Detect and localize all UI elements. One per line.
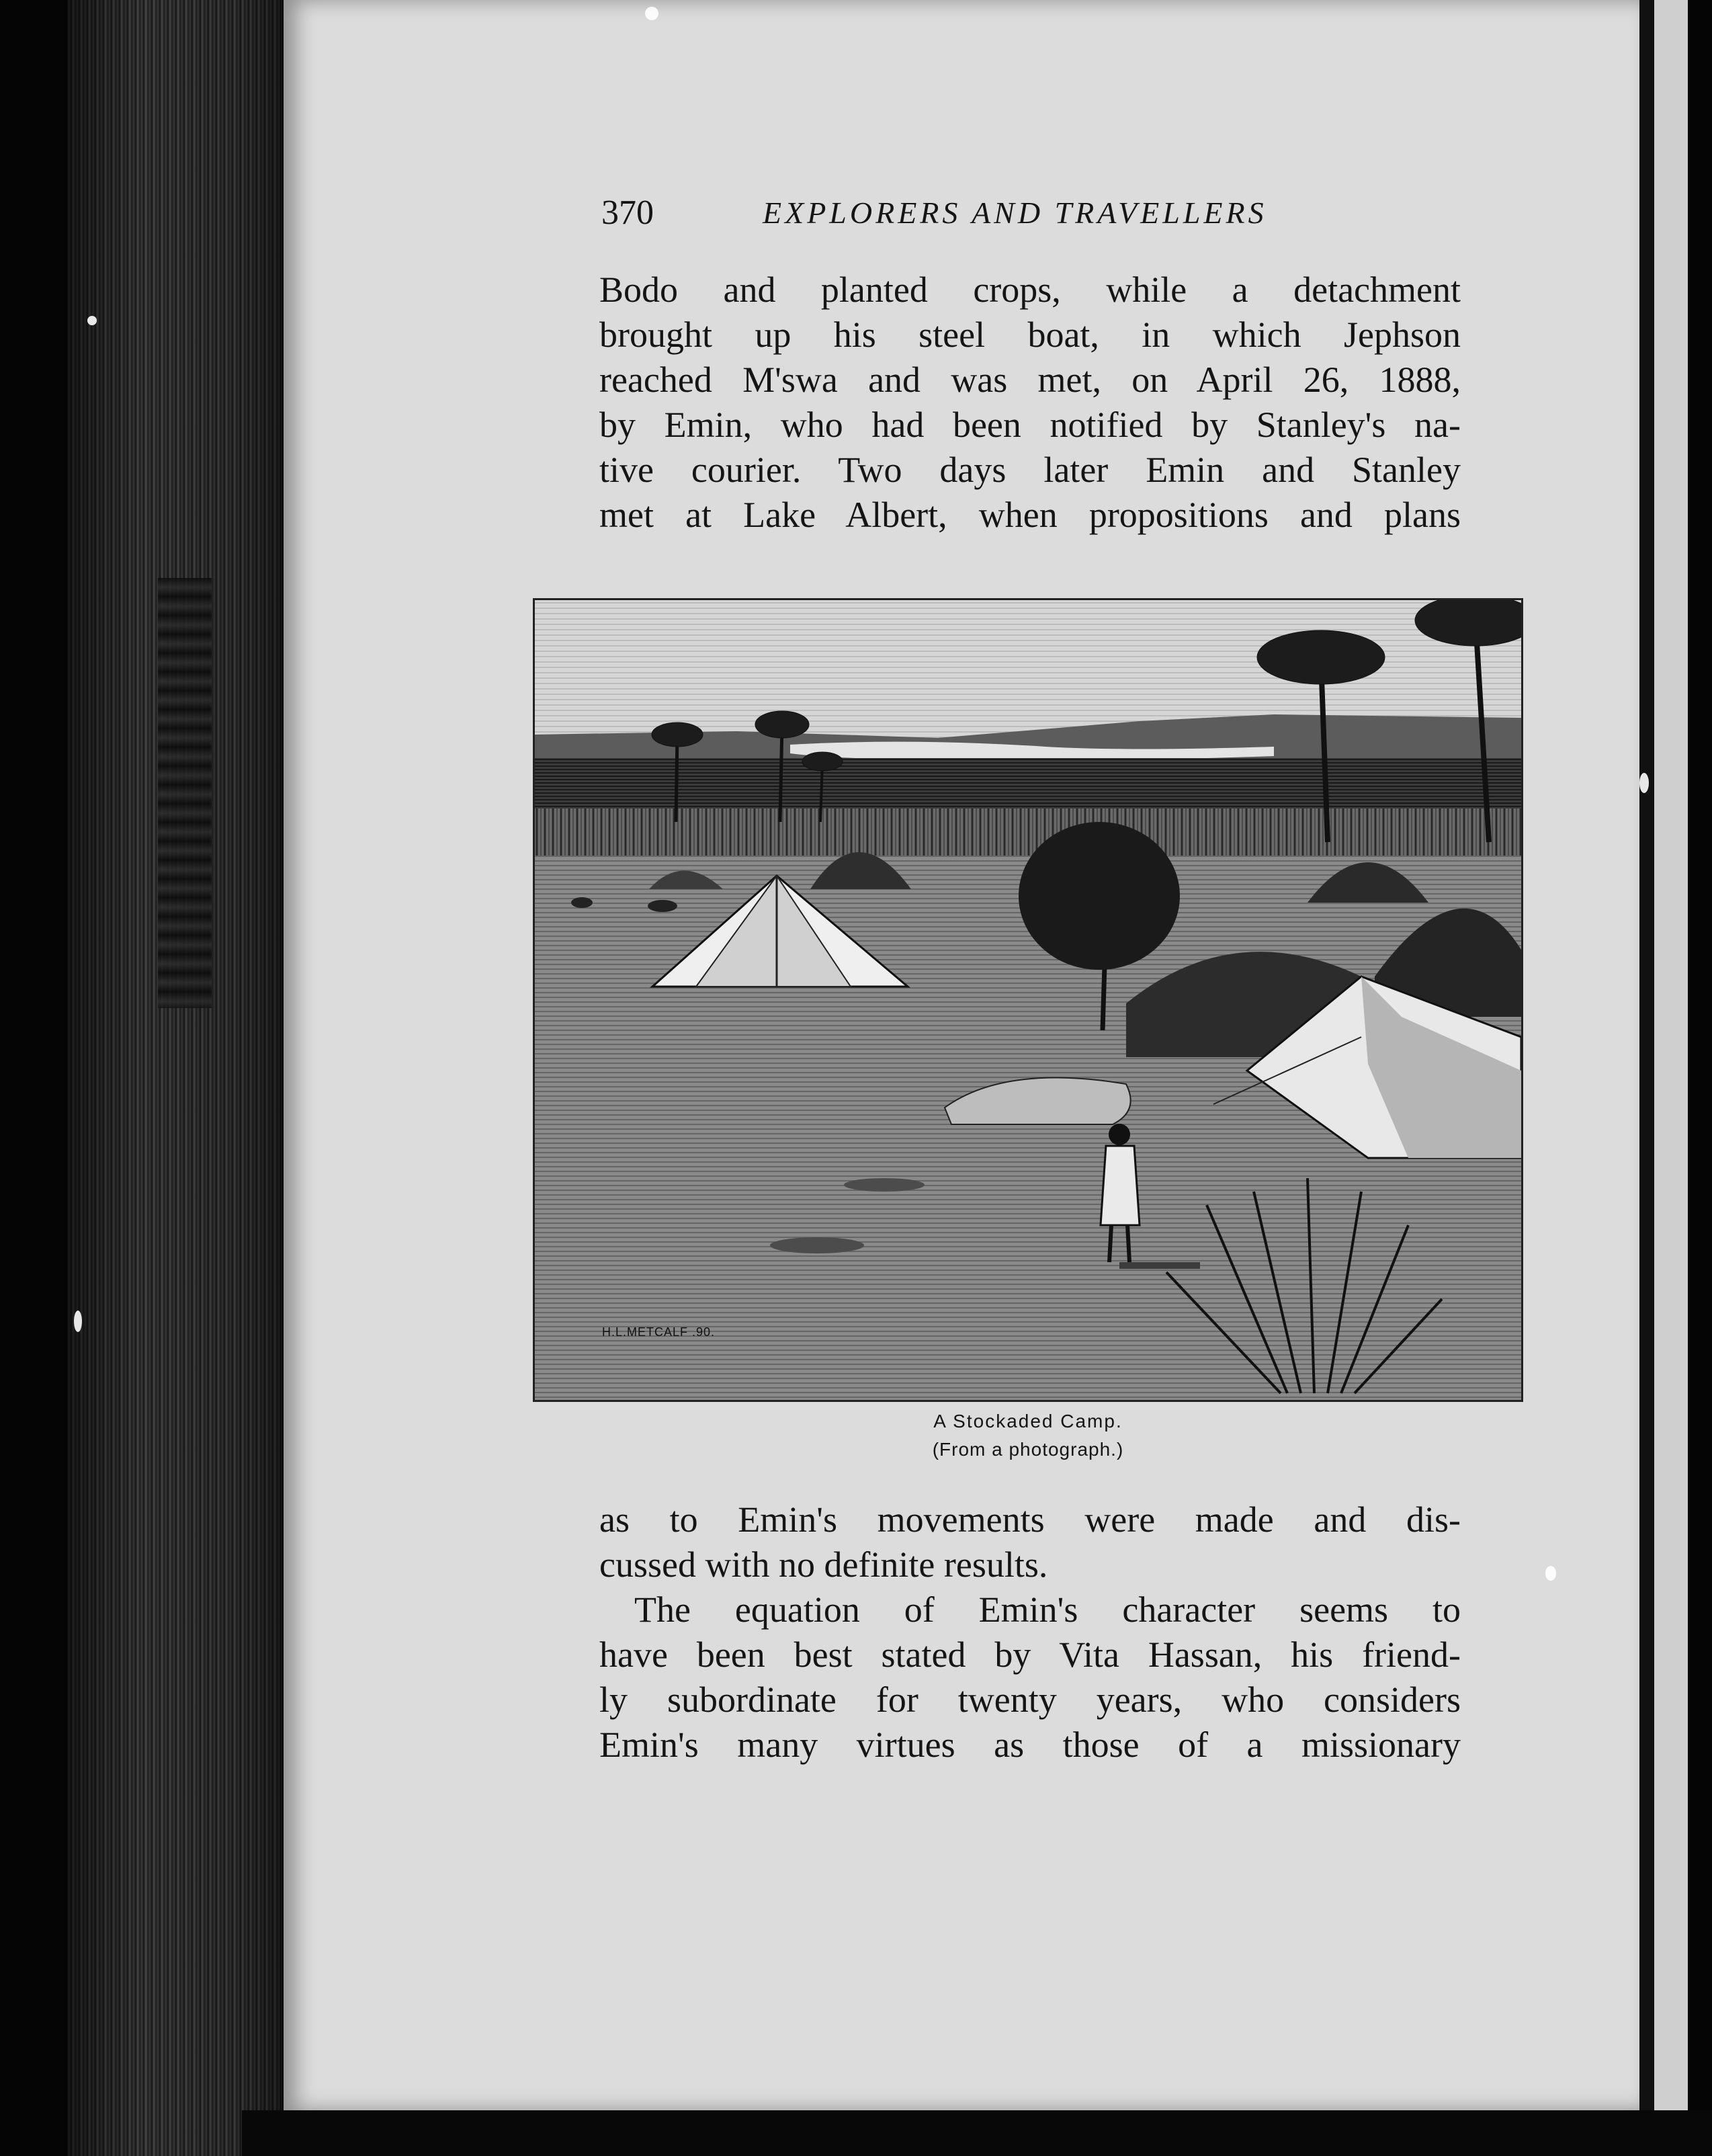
page-gutter xyxy=(1639,0,1654,2110)
scan-speck xyxy=(87,316,97,325)
facing-page-edge xyxy=(1654,0,1688,2110)
text-line: ly subordinate for twenty years, who considers xyxy=(599,1680,1461,1720)
text-line: Bodo and planted crops, while a detachment xyxy=(599,270,1461,310)
scan-bottom-margin xyxy=(242,2110,1712,2156)
text-line: have been best stated by Vita Hassan, his friend- xyxy=(599,1634,1461,1675)
caption-subtitle: (From a photograph.) xyxy=(932,1439,1124,1460)
page-edges-shadow xyxy=(67,0,282,2156)
text-line: met at Lake Albert, when propositions and plans xyxy=(599,495,1461,535)
illustration-stockaded-camp xyxy=(533,598,1523,1402)
engraving xyxy=(535,600,1521,1400)
paragraph-top xyxy=(599,267,1461,538)
stockade-fence xyxy=(535,809,1521,859)
scan-speck xyxy=(1639,773,1649,793)
page-number: 370 xyxy=(601,194,654,232)
scan-speck xyxy=(74,1311,82,1332)
text-line: cussed with no definite results. xyxy=(599,1544,1048,1585)
text-line: brought up his steel boat, in which Jephson xyxy=(599,315,1461,355)
scan-speck xyxy=(1545,1566,1556,1581)
text-line: reached M'swa and was met, on April 26, 1888, xyxy=(599,360,1461,400)
running-head xyxy=(601,190,1314,237)
figure-caption xyxy=(672,1408,1384,1464)
artist-signature: H.L.METCALF .90. xyxy=(602,1325,716,1339)
paragraph-bottom xyxy=(599,1497,1461,1768)
text-line: by Emin, who had been notified by Stanley's na- xyxy=(599,405,1461,445)
running-title: EXPLORERS AND TRAVELLERS xyxy=(763,196,1267,230)
text-line: The equation of Emin's character seems to xyxy=(634,1589,1461,1630)
caption-title: A Stockaded Camp. xyxy=(933,1411,1123,1432)
text-line: as to Emin's movements were made and dis- xyxy=(599,1499,1461,1540)
scan-speck xyxy=(645,7,658,20)
text-line: tive courier. Two days later Emin and Stanley xyxy=(599,450,1461,490)
text-line: Emin's many virtues as those of a missionary xyxy=(599,1725,1461,1765)
